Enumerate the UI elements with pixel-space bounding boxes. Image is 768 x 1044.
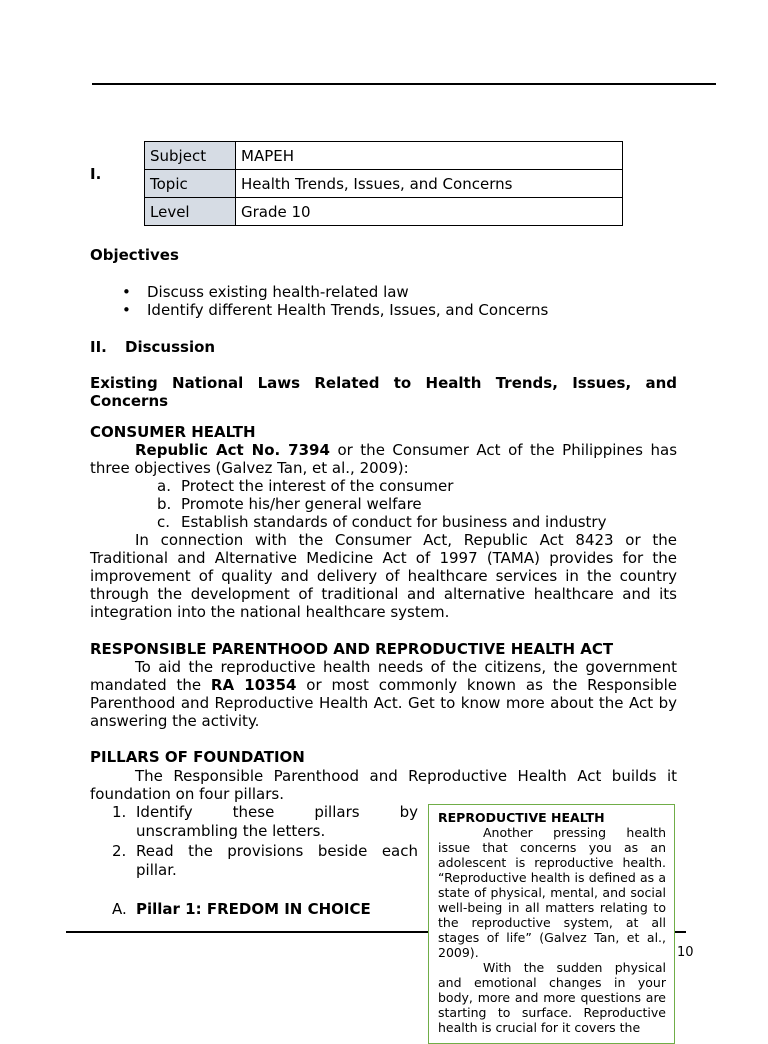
list-item — [157, 513, 606, 531]
ra-number: RA 10354 — [210, 676, 297, 694]
objective-text: Identify different Health Trends, Issues, and Concerns — [147, 301, 549, 319]
rpha-paragraph — [90, 658, 677, 730]
list-marker: b. — [157, 495, 172, 513]
header-rule — [92, 83, 716, 85]
list-item — [157, 495, 606, 513]
table-row — [145, 142, 623, 170]
list-text: Identify these pillars by unscrambling the letters. — [136, 803, 418, 840]
list-item — [122, 301, 548, 319]
list-text: Protect the interest of the consumer — [181, 477, 454, 495]
table-row — [145, 198, 623, 226]
list-marker: a. — [157, 477, 171, 495]
consumer-objectives-list — [157, 477, 606, 531]
rpha-text-before: To aid the reproductive health needs of the citizens, the government mandated the — [90, 658, 677, 694]
table-label-level: Level — [145, 198, 236, 226]
list-item — [157, 477, 606, 495]
tama-paragraph: In connection with the Consumer Act, Republic Act 8423 or the Traditional and Alternative Medicine Act of 1997 (TAMA) provides for the improvement of quality and delivery of healthcare services in the country through the development of traditional and alternative healthcare and its integration into the national healthcare system. — [90, 531, 677, 621]
pillar-1-heading — [112, 900, 371, 918]
pillar-1-title: Pillar 1: FREDOM IN CHOICE — [136, 900, 371, 918]
discussion-title: Discussion — [125, 338, 216, 356]
list-text: Establish standards of conduct for business and industry — [181, 513, 607, 531]
table-value-subject: MAPEH — [236, 142, 623, 170]
table-row — [145, 170, 623, 198]
table-label-topic: Topic — [145, 170, 236, 198]
objective-text: Discuss existing health-related law — [147, 283, 409, 301]
pillars-paragraph: The Responsible Parenthood and Reproductive Health Act builds it foundation on four pillars. — [90, 767, 677, 803]
objectives-heading: Objectives — [90, 246, 179, 264]
sidebox-paragraph: Another pressing health issue that concerns you as an adolescent is reproductive health. “Reproductive health is defined as a state of physical, mental, and social well-being in all matters relating to the reproductive system, at all stages of life” (Galvez Tan, et al., 2009). — [438, 825, 666, 960]
info-table — [144, 141, 623, 226]
discussion-heading — [90, 338, 215, 356]
list-item — [112, 803, 418, 841]
list-item — [112, 842, 418, 880]
consumer-intro-text: or the Consumer Act of the Philippines has three objectives (Galvez Tan, et al., 2009): — [90, 441, 678, 477]
objectives-list — [122, 283, 548, 319]
list-text: Read the provisions beside each pillar. — [136, 842, 418, 879]
pillars-steps-list — [112, 803, 418, 881]
list-marker: A. — [112, 900, 127, 918]
rpha-heading: RESPONSIBLE PARENTHOOD AND REPRODUCTIVE HEALTH ACT — [90, 640, 614, 658]
list-marker: 1. — [112, 803, 127, 821]
table-value-topic: Health Trends, Issues, and Concerns — [236, 170, 623, 198]
pillars-heading: PILLARS OF FOUNDATION — [90, 748, 305, 766]
table-value-level: Grade 10 — [236, 198, 623, 226]
list-marker: c. — [157, 513, 171, 531]
sidebox-paragraph: With the sudden physical and emotional changes in your body, more and more questions are starting to surface. Reproductive health is crucial for it covers the — [438, 960, 666, 1035]
reproductive-health-sidebox — [428, 804, 675, 1044]
list-text: Promote his/her general welfare — [181, 495, 422, 513]
act-name: Republic Act No. 7394 — [135, 441, 330, 459]
consumer-intro-paragraph — [90, 441, 677, 477]
laws-heading: Existing National Laws Related to Health Trends, Issues, and Concerns — [90, 374, 677, 410]
page-number: 10 — [677, 945, 694, 960]
section-number-i: I. — [90, 165, 102, 183]
sidebox-heading: REPRODUCTIVE HEALTH — [438, 810, 605, 825]
list-marker: 2. — [112, 842, 127, 860]
list-item — [122, 283, 548, 301]
section-number-ii: II. — [90, 338, 107, 356]
table-label-subject: Subject — [145, 142, 236, 170]
rpha-text-after: or most commonly known as the Responsible Parenthood and Reproductive Health Act. Get to know more about the Act by answering the activity. — [90, 676, 678, 730]
consumer-health-heading: CONSUMER HEALTH — [90, 423, 256, 441]
